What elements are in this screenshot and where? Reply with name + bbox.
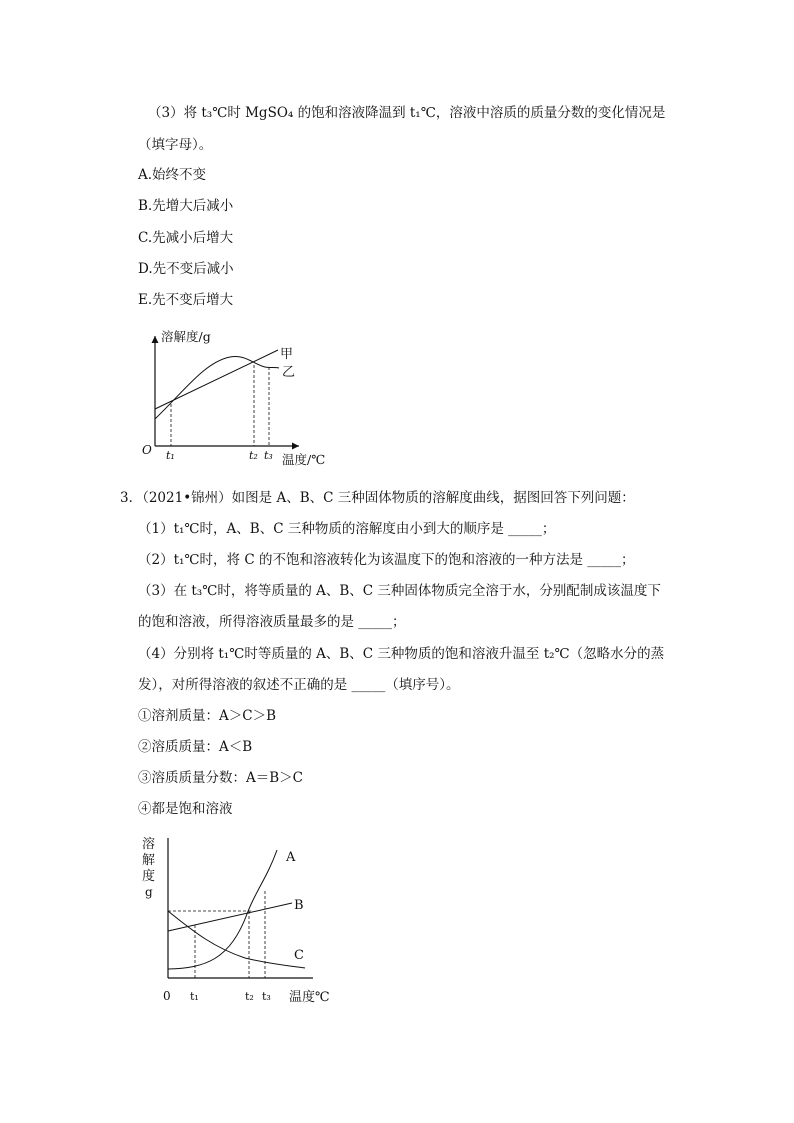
question3-part3-line2: 的饱和溶液，所得溶液质量最多的是 _____；: [138, 614, 406, 630]
series-yi-curve: [155, 356, 279, 419]
y-axis-label-char-4: g: [145, 885, 153, 899]
statement-1: ①溶剂质量：A＞C＞B: [138, 708, 276, 724]
tick-t3: t₃: [262, 990, 271, 1003]
option-e: E.先不变后增大: [138, 292, 234, 308]
origin-label: O: [142, 443, 152, 457]
y-axis-label-char-2: 解: [142, 853, 156, 868]
origin-label: 0: [163, 989, 171, 1003]
series-label-b: B: [294, 898, 304, 913]
question3-header: 3．（2021•锦州）如图是 A、B、C 三种固体物质的溶解度曲线，据图回答下列问题：: [120, 490, 635, 506]
y-axis-label-char-3: 度: [142, 869, 156, 884]
tick-t2: t₂: [249, 449, 258, 462]
statement-3: ③溶质质量分数：A＝B＞C: [138, 770, 303, 786]
option-d: D.先不变后减小: [138, 261, 234, 277]
tick-t2: t₂: [245, 990, 254, 1003]
series-a-curve: [168, 850, 277, 969]
question3-part4-line1: （4）分别将 t₁℃时等质量的 A、B、C 三种物质的饱和溶液升温至 t₂℃（忽略水分的蒸: [138, 646, 665, 662]
x-axis-label: 温度/℃: [282, 452, 326, 467]
question3-part3-line1: （3）在 t₃℃时，将等质量的 A、B、C 三种固体物质完全溶于水，分别配制成该温度下: [138, 583, 661, 599]
series-label-c: C: [294, 948, 304, 963]
y-axis-label: 溶解度/g: [161, 329, 211, 344]
question3-part4-line2: 发），对所得溶液的叙述不正确的是 _____（填序号）。: [138, 677, 460, 693]
series-b-line: [168, 903, 292, 931]
q3-part3-line1: （3）将 t₃℃时 MgSO₄ 的饱和溶液降温到 t₁℃，溶液中溶质的质量分数的变化情况是: [148, 105, 666, 121]
option-c: C.先减小后增大: [138, 230, 234, 246]
question3-part1: （1）t₁℃时，A、B、C 三种物质的溶解度由小到大的顺序是 _____；: [138, 521, 556, 537]
series-label-a: A: [286, 850, 296, 865]
option-a: A.始终不变: [138, 167, 207, 183]
solubility-graph-2: [135, 830, 345, 1010]
series-label-yi: 乙: [282, 365, 296, 380]
statement-2: ②溶质质量：A＜B: [138, 739, 253, 755]
option-b: B.先增大后减小: [138, 198, 234, 214]
q3-part3-line2: （填字母）。: [138, 137, 213, 153]
series-label-jia: 甲: [280, 347, 294, 362]
question3-part2: （2）t₁℃时，将 C 的不饱和溶液转化为该温度下的饱和溶液的一种方法是 _____；: [138, 552, 635, 568]
statement-4: ④都是饱和溶液: [138, 801, 233, 817]
series-c-curve: [168, 911, 305, 968]
tick-t1: t₁: [166, 449, 175, 462]
x-axis-label: 温度℃: [289, 990, 330, 1005]
tick-t3: t₃: [264, 449, 273, 462]
tick-t1: t₁: [190, 990, 199, 1003]
y-axis-label-char-1: 溶: [142, 837, 156, 852]
solubility-graph-1: [135, 322, 350, 472]
